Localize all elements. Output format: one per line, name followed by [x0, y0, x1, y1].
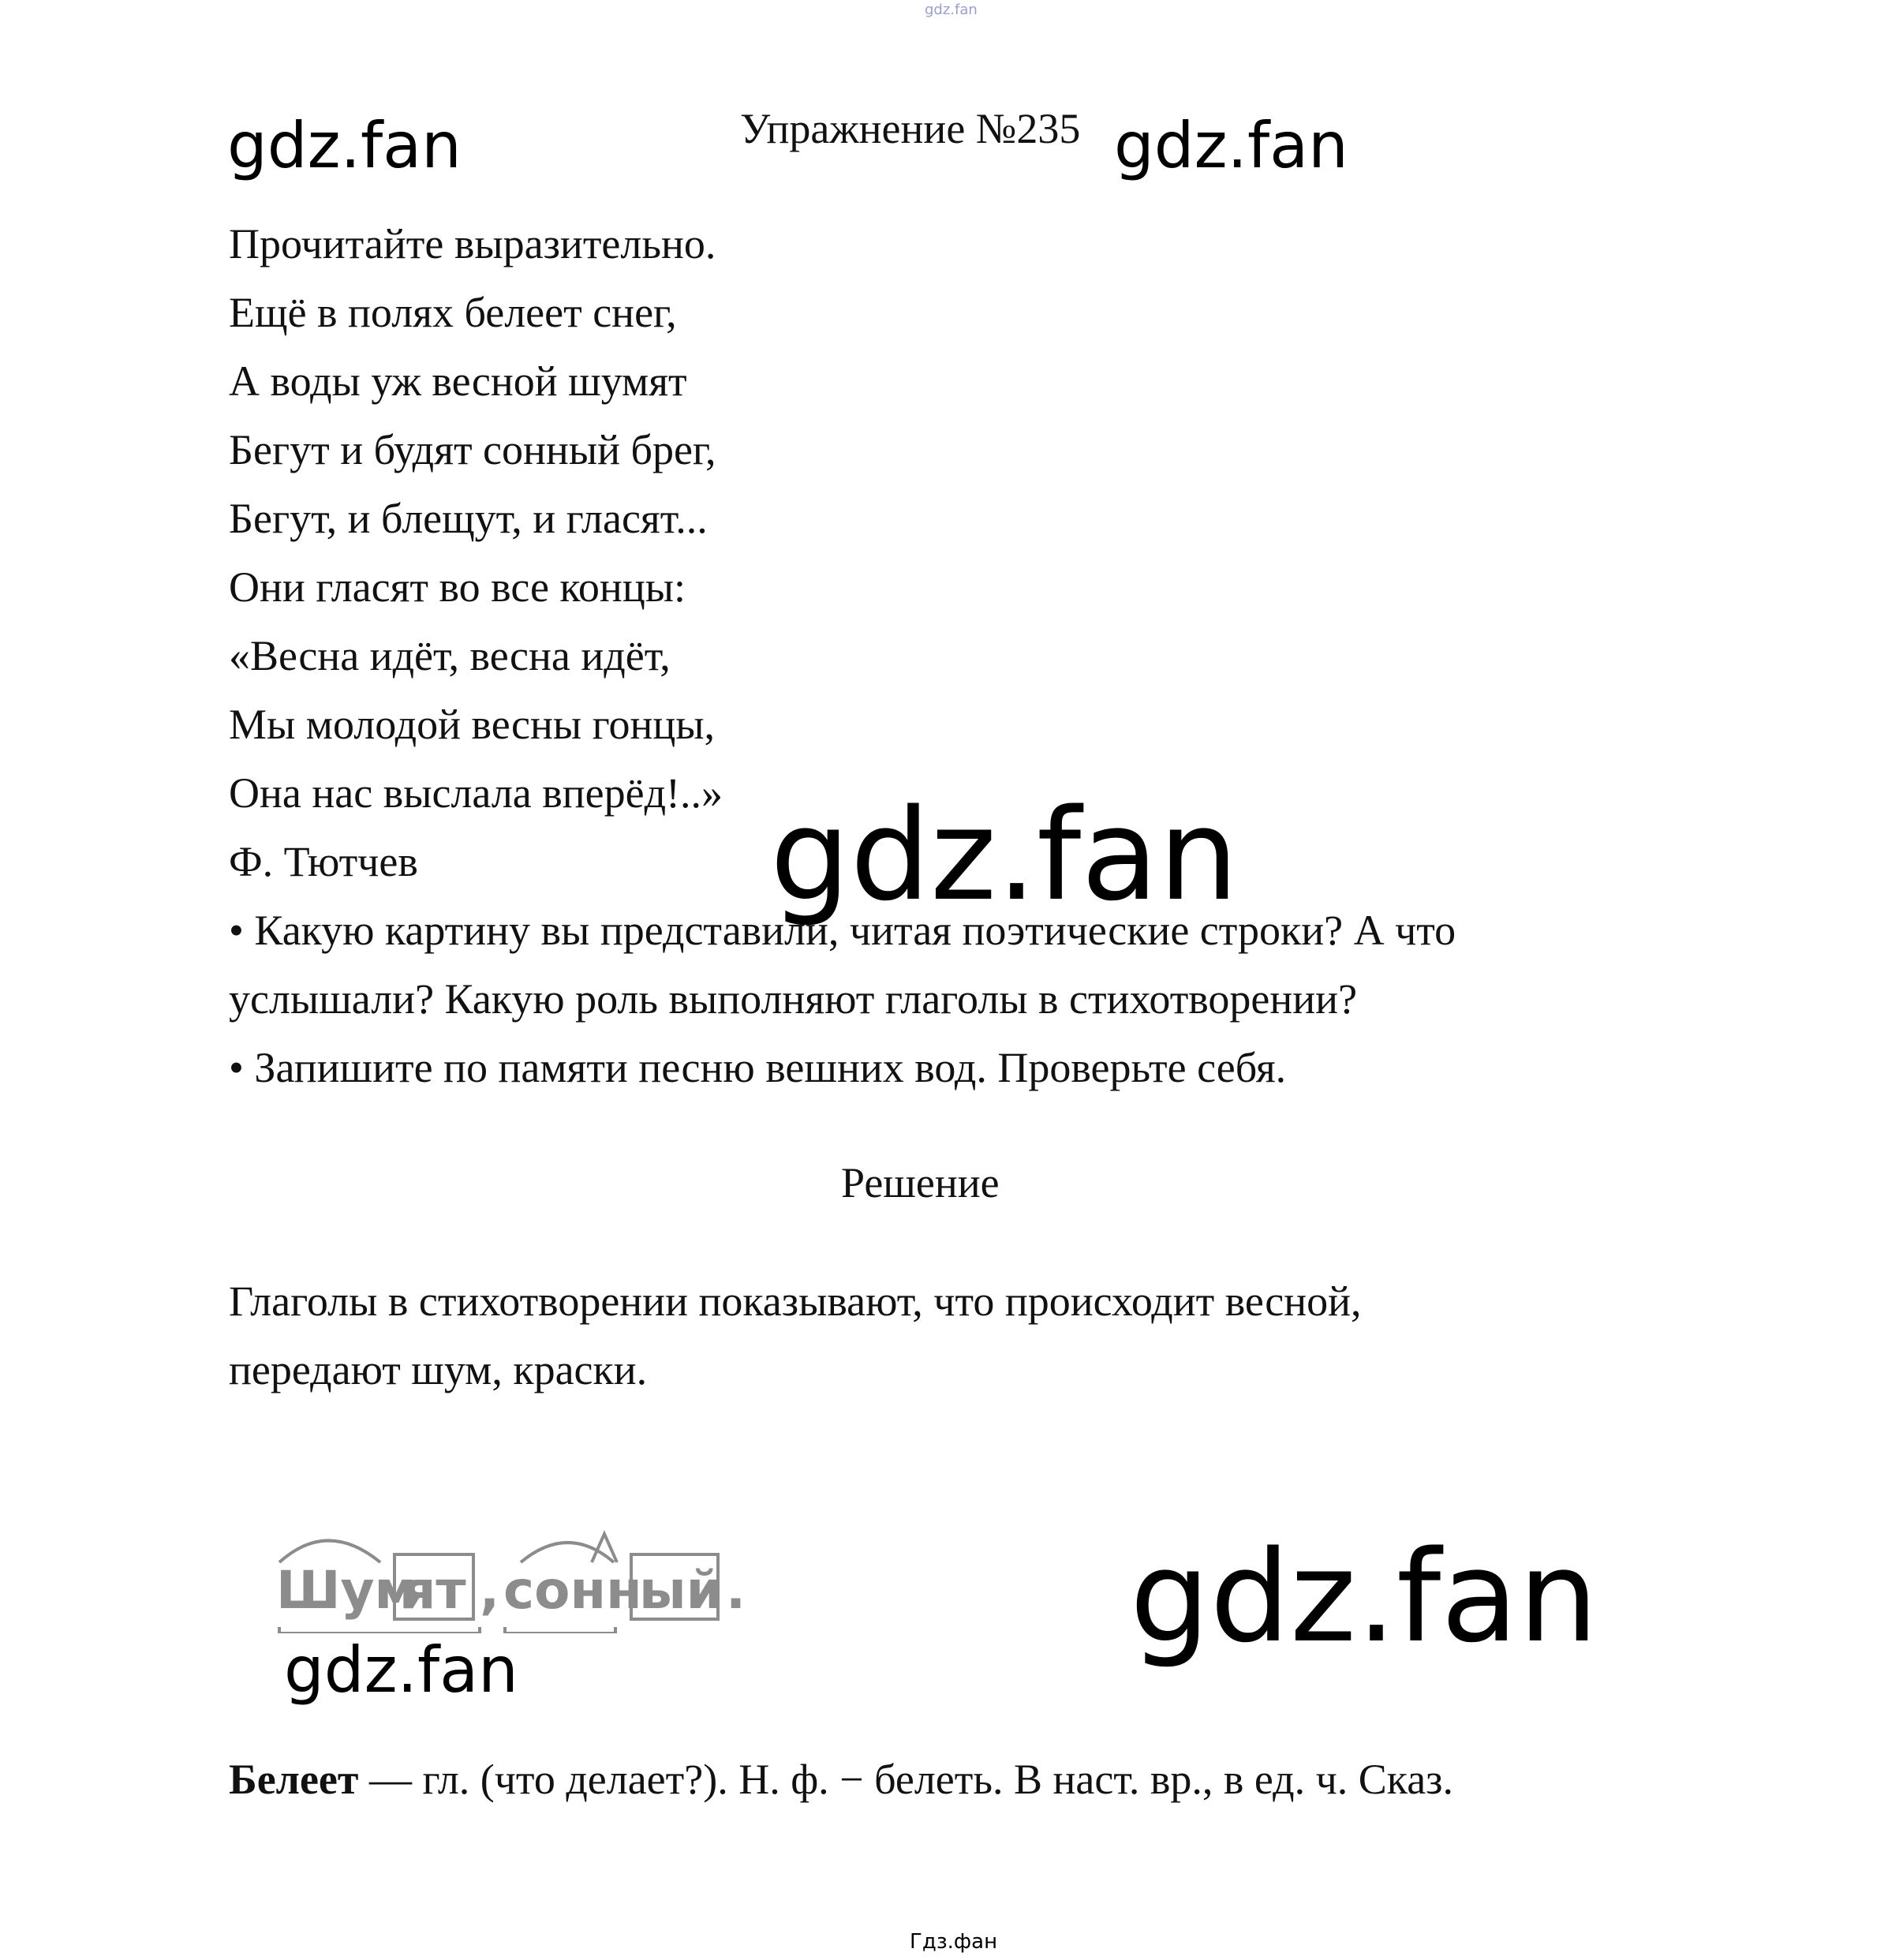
poem-line: Бегут и будят сонный брег, [229, 426, 716, 473]
poem-line: «Весна идёт, весна идёт, [229, 632, 671, 679]
footer-watermark: Гдз.фан [910, 1930, 998, 1954]
root-arc-1 [279, 1541, 380, 1563]
word1-root: Шум [276, 1560, 417, 1621]
solution-paragraph: передают шум, краски. [229, 1346, 648, 1393]
analysis-text: — гл. (что делает?). Н. ф. − белеть. В наст. вр., в ед. ч. Сказ. [358, 1756, 1454, 1803]
watermark: gdz.fan [284, 1633, 518, 1707]
exercise-title: Упражнение №235 [740, 105, 1081, 152]
watermark: gdz.fan [1130, 1523, 1598, 1670]
separator: , [480, 1560, 500, 1621]
poem-line: Мы молодой весны гонцы, [229, 701, 716, 748]
poem-line: Бегут, и блещут, и гласят... [229, 495, 708, 542]
solution-heading: Решение [841, 1159, 1000, 1206]
word-analysis [229, 1755, 1453, 1804]
poem-line: А воды уж весной шумят [229, 357, 687, 405]
morpheme-analysis-image [268, 1515, 750, 1633]
poem-line: Она нас выслала вперёд!..» [229, 769, 723, 817]
watermark: gdz.fan [1114, 109, 1348, 182]
word2-ending: ый [639, 1560, 723, 1621]
poem-line: Они гласят во все концы: [229, 563, 686, 611]
task-intro: Прочитайте выразительно. [229, 220, 716, 267]
poem-line: Ещё в полях белеет снег, [229, 289, 677, 336]
stem-line-1 [279, 1627, 480, 1633]
question-line: услышали? Какую роль выполняют глаголы в стихотворении? [229, 975, 1358, 1023]
watermark: gdz.fan [770, 781, 1239, 929]
question-line: • Запишите по памяти песню вешних вод. Проверьте себя. [229, 1044, 1287, 1091]
stem-line-2 [505, 1627, 615, 1633]
end-mark: . [726, 1560, 746, 1621]
word1-ending: ят [402, 1560, 466, 1621]
watermark: gdz.fan [227, 109, 462, 182]
solution-paragraph: Глаголы в стихотворении показывают, что происходит весной, [229, 1277, 1362, 1325]
question-line: • Какую картину вы представили, читая поэтические строки? А что [229, 907, 1456, 954]
word2-root: сонн [503, 1560, 642, 1621]
top-watermark: gdz.fan [925, 2, 978, 18]
analysis-term: Белеет [229, 1756, 359, 1803]
poem-author: Ф. Тютчев [229, 838, 418, 885]
